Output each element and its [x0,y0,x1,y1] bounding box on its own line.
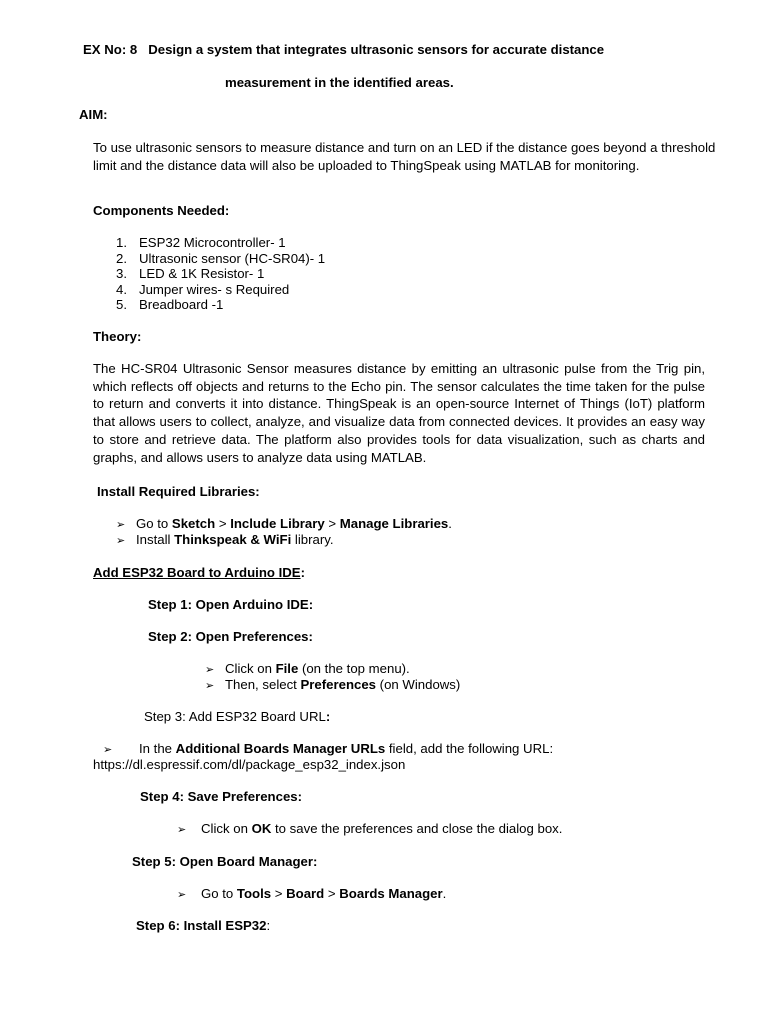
step-3-heading: Step 3: Add ESP32 Board URL: [144,709,331,724]
list-text: LED & 1K Resistor- 1 [139,266,265,281]
exercise-number: EX No: 8 [83,42,138,57]
aim-text: To use ultrasonic sensors to measure distance and turn on an LED if the distance goes beyond a threshold limit and the distance data will also be uploaded to ThingSpeak using MATLAB for monitoring. [93,140,716,173]
step-5-heading: Step 5: Open Board Manager: [132,854,318,869]
list-number: 3. [116,266,127,281]
list-text: Jumper wires- s Required [139,282,290,297]
board-heading: Add ESP32 Board to Arduino IDE: [93,565,305,580]
list-item [116,297,224,313]
list-item [116,266,265,282]
libraries-heading: Install Required Libraries: [97,484,260,499]
theory-heading: Theory: [93,329,142,344]
list-number: 5. [116,297,127,312]
arrow-bullet-icon: ➢ [103,744,113,756]
title-line-2: measurement in the identified areas. [225,75,454,90]
step-6-heading: Step 6: Install ESP32: [136,918,271,933]
list-item [116,282,290,298]
arrow-bullet-icon: ➢ [205,680,215,692]
arrow-bullet-icon: ➢ [177,889,187,901]
list-item: ➢ In the Additional Boards Manager URLs field, add the following URL: [103,741,554,756]
components-heading: Components Needed: [93,203,230,218]
arrow-bullet-icon: ➢ [116,535,126,547]
list-item [116,235,286,251]
list-text: Ultrasonic sensor (HC-SR04)- 1 [139,251,326,266]
list-item: ➢ Then, select Preferences (on Windows) [205,677,461,692]
list-text: ESP32 Microcontroller- 1 [139,235,286,250]
list-item: ➢ Click on OK to save the preferences and close the dialog box. [177,821,563,836]
title-line-1: Design a system that integrates ultrasonic sensors for accurate distance [148,42,605,57]
title-line-2-wrap [225,75,454,91]
arrow-bullet-icon: ➢ [116,519,126,531]
list-text: Breadboard -1 [139,297,224,312]
list-item [116,251,326,267]
list-number: 1. [116,235,127,250]
board-url: https://dl.espressif.com/dl/package_esp32_index.json [93,757,406,772]
list-number: 2. [116,251,127,266]
step-4-heading: Step 4: Save Preferences: [140,789,303,804]
step-1-heading: Step 1: Open Arduino IDE: [148,597,314,612]
arrow-bullet-icon: ➢ [177,824,187,836]
exercise-title [83,42,604,58]
step-2-heading: Step 2: Open Preferences: [148,629,313,644]
arrow-bullet-icon: ➢ [205,664,215,676]
list-item: ➢ Install Thinkspeak & WiFi library. [116,532,334,547]
theory-text: The HC-SR04 Ultrasonic Sensor measures distance by emitting an ultrasonic pulse from the Trig pin, which reflects off objects and returns to the Echo pin. The sensor calculates the time taken for the pulse to return and converts it into distance. ThingSpeak is an open-source Internet of Things (IoT) platform that allows users to collect, analyze, and visualize data from connected devices. It provides an easy way to store and retrieve data. The platform also provides tools for data visualization, such as charts and graphs, and allows users to analyze data using MATLAB. [93,361,705,465]
aim-heading: AIM: [79,107,108,122]
list-number: 4. [116,282,127,297]
list-item: ➢ Go to Tools > Board > Boards Manager. [177,886,447,901]
list-item: ➢ Click on File (on the top menu). [205,661,410,676]
list-item: ➢ Go to Sketch > Include Library > Manage Libraries. [116,516,452,531]
